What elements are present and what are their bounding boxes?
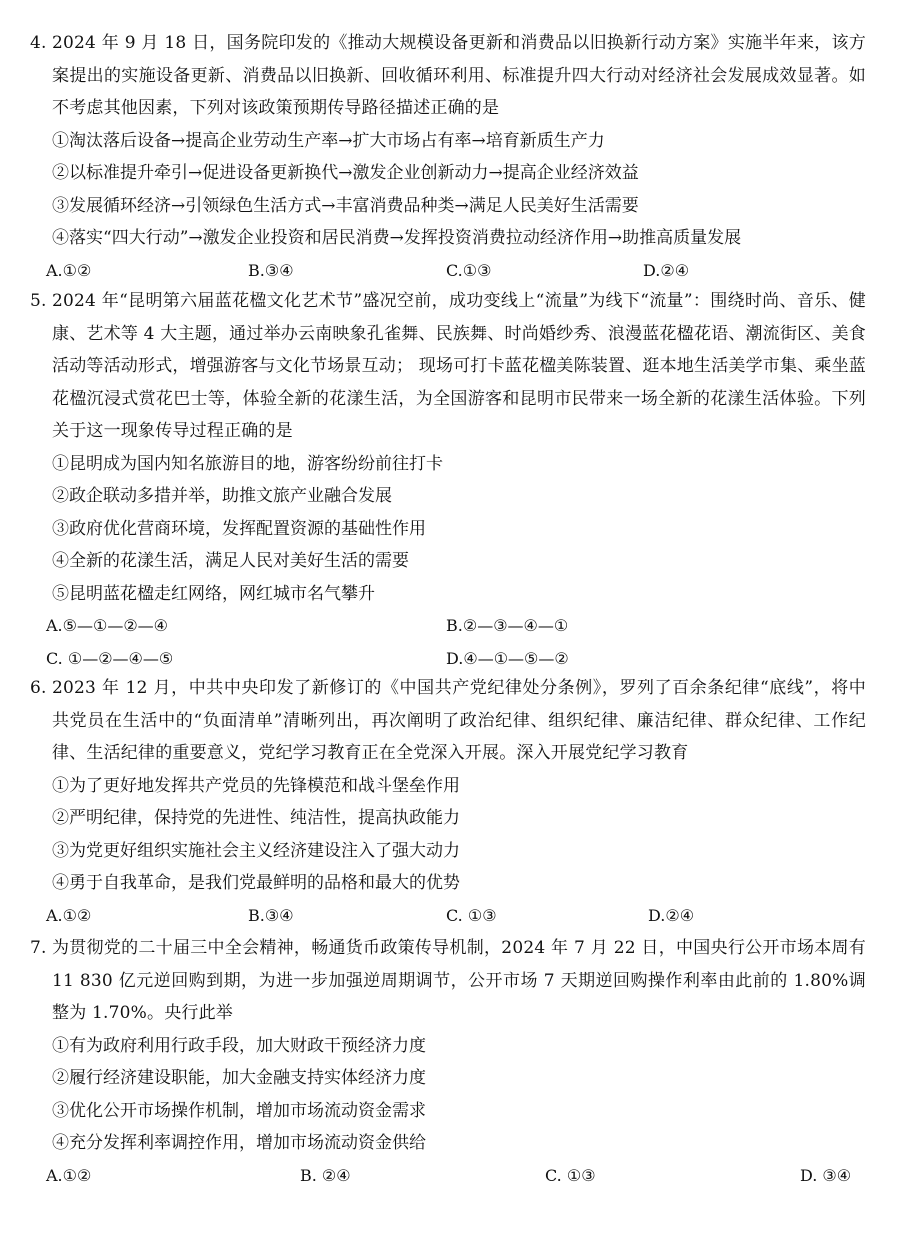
question-number: 7. (30, 938, 47, 958)
choice-a[interactable]: A.⑤—①—②—④ (46, 616, 169, 635)
choice-a[interactable]: A.①② (46, 260, 92, 280)
statement-option: ④全新的花漾生活，满足人民对美好生活的需要 (52, 551, 409, 571)
statement-option: ①昆明成为国内知名旅游目的地，游客纷纷前往打卡 (52, 453, 443, 474)
question-5 (0, 285, 900, 668)
question-number: 4. (30, 33, 47, 53)
statement-option: ④充分发挥利率调控作用，增加市场流动资金供给 (52, 1133, 426, 1153)
question-stem (0, 932, 900, 1030)
statement-option: ①有为政府利用行政手段，加大财政干预经济力度 (52, 1035, 426, 1056)
statement-option: ②严明纪律，保持党的先进性、纯洁性，提高执政能力 (52, 808, 460, 828)
answer-choices (0, 1160, 900, 1193)
choice-b[interactable]: B.③④ (248, 260, 294, 280)
statement-option: ③发展循环经济→引领绿色生活方式→丰富消费品种类→满足人民美好生活需要 (52, 195, 639, 216)
choice-b[interactable]: B.③④ (248, 905, 294, 925)
statement-option: ②以标准提升牵引→促进设备更新换代→激发企业创新动力→提高企业经济效益 (52, 163, 639, 183)
choice-d[interactable]: D. ③④ (800, 1165, 852, 1185)
choice-d[interactable]: D.②④ (648, 905, 695, 925)
question-text: 2024 年“昆明第六届蓝花楹文化艺术节”盛况空前，成功变线上“流量”为线下“流量”：围绕时尚、音乐、健康、艺术等 4 大主题，通过举办云南映象孔雀舞、民族舞、时尚婚纱秀、浪漫蓝花楹花语、潮流街区、美食活动等活动形式，增强游客与文化节场景互动； 现场可打卡蓝花楹美陈装置、逛本地生活美学市集、乘坐蓝花楹沉浸式赏花巴士等，体验全新的花漾生活，为全国游客和昆明市民带来一场全新的花漾生活体验。下列关于这一现象传导过程正确的是 (52, 291, 867, 441)
choice-a[interactable]: A.①② (46, 905, 92, 925)
answer-choices (0, 610, 900, 668)
question-stem (0, 285, 900, 448)
statement-option: ③政府优化营商环境，发挥配置资源的基础性作用 (52, 518, 426, 539)
choice-d[interactable]: D.④—①—⑤—② (446, 648, 569, 668)
choice-a[interactable]: A.①② (46, 1165, 92, 1185)
choice-c[interactable]: C. ①③ (446, 905, 497, 925)
statement-option: ④勇于自我革命，是我们党最鲜明的品格和最大的优势 (52, 873, 460, 893)
question-7 (0, 932, 900, 1192)
choice-c[interactable]: C.①③ (446, 260, 492, 280)
question-text: 为贯彻党的二十届三中全会精神，畅通货币政策传导机制，2024 年 7 月 22 日，中国央行公开市场本周有 11 830 亿元逆回购到期，为进一步加强逆周期调节，公开市场 7 天期逆回购操作利率由此前的 1.80%调整为 1.70%。央行此举 (52, 938, 866, 1023)
statement-option: ③优化公开市场操作机制，增加市场流动资金需求 (52, 1100, 426, 1121)
choice-b[interactable]: B. ②④ (300, 1165, 351, 1185)
statement-option: ③为党更好组织实施社会主义经济建设注入了强大动力 (52, 840, 460, 861)
question-6 (0, 672, 900, 932)
choice-d[interactable]: D.②④ (643, 260, 690, 280)
question-4 (0, 27, 900, 287)
statement-option: ②履行经济建设职能，加大金融支持实体经济力度 (52, 1068, 426, 1088)
question-text: 2024 年 9 月 18 日，国务院印发的《推动大规模设备更新和消费品以旧换新行动方案》实施半年来，该方案提出的实施设备更新、消费品以旧换新、回收循环利用、标准提升四大行动对经济社会发展成效显著。如不考虑其他因素，下列对该政策预期传导路径描述正确的是 (52, 33, 866, 118)
statement-option: ①淘汰落后设备→提高企业劳动生产率→扩大市场占有率→培育新质生产力 (52, 130, 605, 151)
question-number: 6. (30, 678, 47, 698)
choice-c[interactable]: C. ①—②—④—⑤ (46, 648, 174, 668)
statement-option: ②政企联动多措并举，助推文旅产业融合发展 (52, 486, 392, 506)
statement-option: ①为了更好地发挥共产党员的先锋模范和战斗堡垒作用 (52, 775, 460, 796)
choice-c[interactable]: C. ①③ (545, 1165, 596, 1185)
question-number: 5. (30, 291, 47, 311)
statement-option: ⑤昆明蓝花楹走红网络，网红城市名气攀升 (52, 583, 375, 604)
question-text: 2023 年 12 月，中共中央印发了新修订的《中国共产党纪律处分条例》，罗列了百余条纪律“底线”，将中共党员在生活中的“负面清单”清晰列出，再次阐明了政治纪律、组织纪律、廉洁纪律、群众纪律、工作纪律、生活纪律的重要意义，党纪学习教育正在全党深入开展。深入开展党纪学习教育 (52, 678, 866, 763)
statement-option: ④落实“四大行动”→激发企业投资和居民消费→发挥投资消费拉动经济作用→助推高质量发展 (52, 228, 742, 248)
answer-choices (0, 900, 900, 933)
choice-b[interactable]: B.②—③—④—① (446, 616, 569, 635)
question-stem (0, 672, 900, 770)
answer-choices (0, 255, 900, 288)
question-stem (0, 27, 900, 125)
